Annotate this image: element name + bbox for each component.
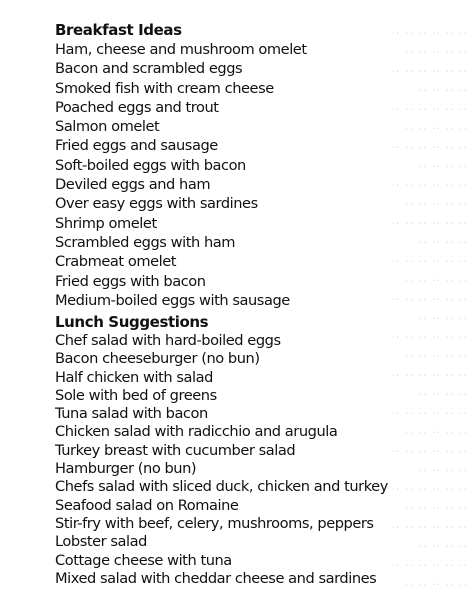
- list-item: Salmon omelet: [55, 118, 160, 136]
- list-item: Chicken salad with radicchio and arugula: [55, 423, 338, 441]
- list-item: Fried eggs with bacon: [55, 272, 206, 290]
- list-item: Mixed salad with cheddar cheese and sardines: [55, 569, 377, 587]
- list-item: Scrambled eggs with ham: [55, 233, 236, 251]
- list-item: Poached eggs and trout: [55, 98, 219, 116]
- lunch-heading: Lunch Suggestions: [55, 313, 209, 331]
- list-item: Tuna salad with bacon: [55, 405, 208, 423]
- list-item: Half chicken with salad: [55, 368, 213, 386]
- lunch-suggestions-section: [55, 313, 470, 588]
- list-item: Deviled eggs and ham: [55, 176, 211, 194]
- list-item: Lobster salad: [55, 533, 147, 551]
- list-item: Ham, cheese and mushroom omelet: [55, 41, 307, 58]
- list-item: Medium-boiled eggs with sausage: [55, 291, 290, 309]
- breakfast-ideas-section: [55, 21, 470, 310]
- list-item: Shrimp omelet: [55, 214, 157, 232]
- list-item: Over easy eggs with sardines: [55, 195, 258, 213]
- reverse-side-bleed-through: ·· ·· ·· ·· ·· ·· ·· ·· ·· ·· ·· ·· ·· ·· ·· ·· ·· ·· ·· ·· ·· ·· ·· ·· ·· ·· ·· ·· ·· ·· ·· ·· ·· ·· ·· ·· ·· ·· ·· ·· ·· ·· ·· ·· ·· ·· ·· ·· ·· ·· ·· ·· ·· ·· ·· ·· ·· ·· ·· ·· ·· ·· ·· ·· ·· ·· ·· ·· ·· ·· ·· ·· ·· ·· ·· ·· ·· ·· ·· ·· ·· ·· ·· ·· ·· ·· ·· ·· ·· ·· ·· ·· ·· ·· ·· ·· ·· ·· ·· ·· ·· ·· ·· ·· ·· ·· ·· ·· ·· ·· ·· ·· ·· ·· ·· ·· ·· ·· ·· ·· ·· ·· ·· ·· ·· ·· ·· ·· ·· ·· ·· ·· ·· ·· ·· ·· ·· ·· ·· ·· ·· ·· ·· ·· ·· ·· ·· ·· ·· ·· ·· ·· ·· ·· ·· ·· ·· ··: [391, 27, 468, 591]
- list-item: Soft-boiled eggs with bacon: [55, 156, 246, 174]
- list-item: Cottage cheese with tuna: [55, 551, 232, 569]
- list-item: Bacon cheeseburger (no bun): [55, 350, 260, 368]
- list-item: Smoked fish with cream cheese: [55, 79, 274, 97]
- list-item: Crabmeat omelet: [55, 253, 177, 271]
- list-item: Stir-fry with beef, celery, mushrooms, peppers: [55, 514, 374, 532]
- list-item: Turkey breast with cucumber salad: [55, 441, 296, 459]
- breakfast-heading: Breakfast Ideas: [55, 21, 182, 39]
- list-item: Chefs salad with sliced duck, chicken and turkey: [55, 478, 388, 496]
- list-item: Sole with bed of greens: [55, 386, 217, 404]
- list-item: Seafood salad on Romaine: [55, 496, 239, 514]
- list-item: Chef salad with hard-boiled eggs: [55, 332, 281, 349]
- list-item: Bacon and scrambled eggs: [55, 60, 243, 78]
- list-item: Fried eggs and sausage: [55, 137, 218, 155]
- list-item: Hamburger (no bun): [55, 460, 197, 478]
